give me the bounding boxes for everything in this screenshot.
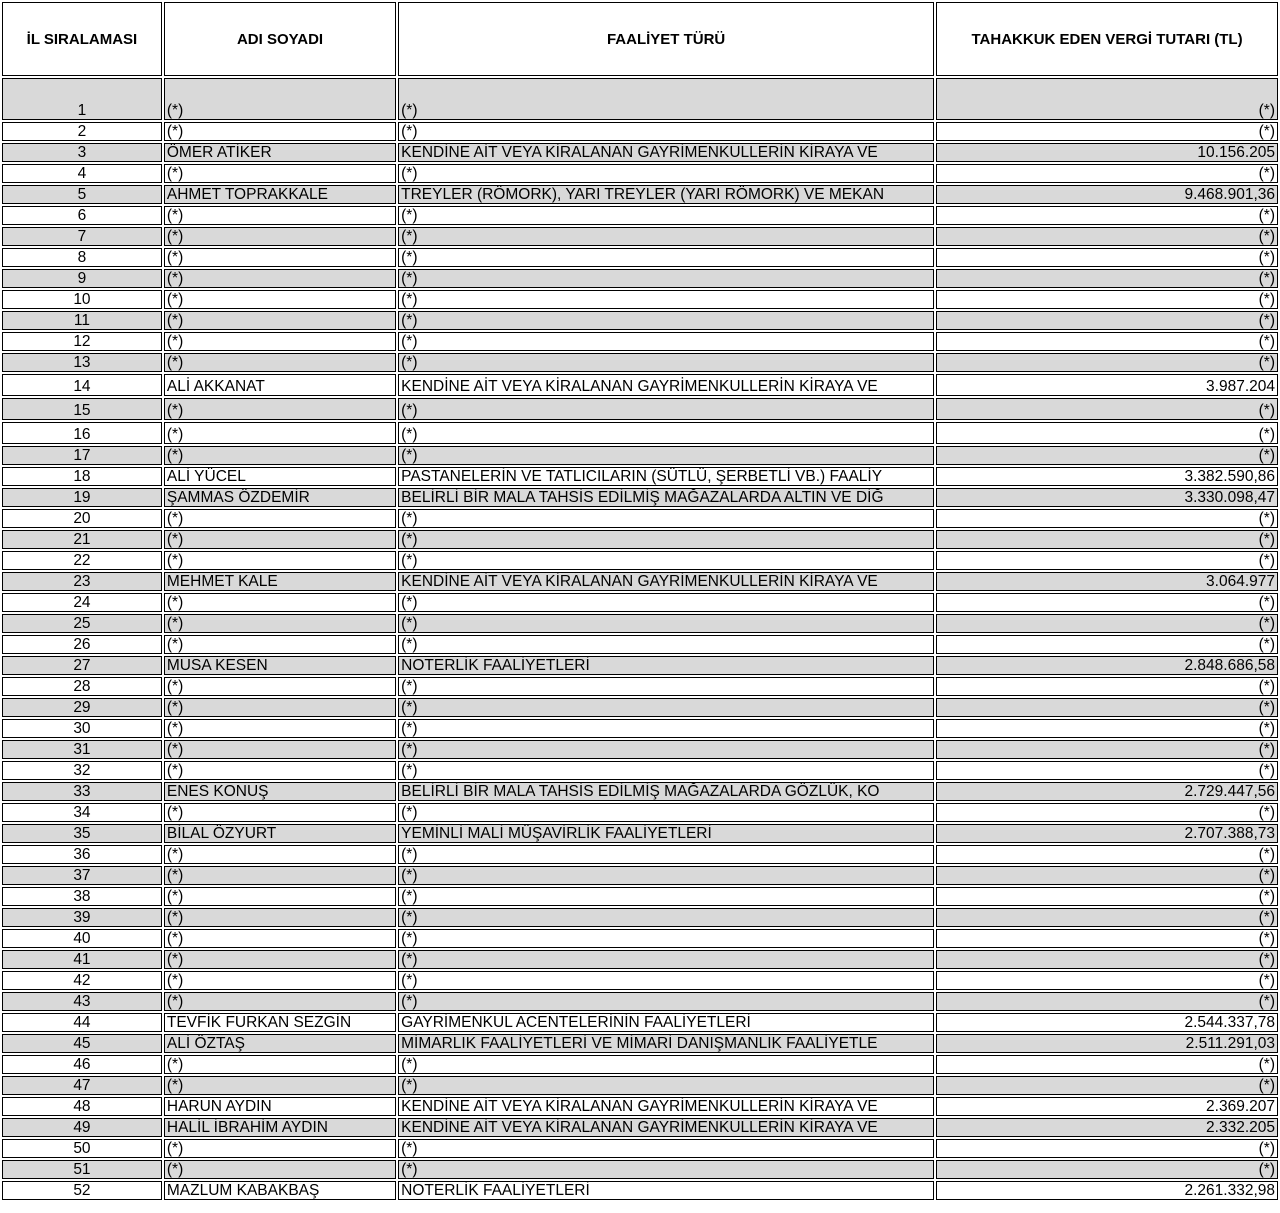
cell-name: ÖMER ATİKER	[164, 143, 396, 162]
cell-name: (*)	[164, 227, 396, 246]
cell-activity: (*)	[398, 248, 934, 267]
cell-activity: (*)	[398, 635, 934, 654]
table-row	[2, 1160, 1278, 1179]
table-row	[2, 1118, 1278, 1137]
cell-rank: 51	[2, 1160, 162, 1179]
cell-name: (*)	[164, 446, 396, 465]
cell-activity: (*)	[398, 1055, 934, 1074]
cell-amount: (*)	[936, 929, 1278, 948]
cell-name: (*)	[164, 593, 396, 612]
cell-amount: (*)	[936, 719, 1278, 738]
cell-name: HALİL İBRAHİM AYDIN	[164, 1118, 396, 1137]
cell-rank: 20	[2, 509, 162, 528]
cell-name: (*)	[164, 614, 396, 633]
cell-rank: 47	[2, 1076, 162, 1095]
cell-rank: 45	[2, 1034, 162, 1053]
cell-amount: (*)	[936, 446, 1278, 465]
cell-amount: (*)	[936, 248, 1278, 267]
cell-amount: 3.330.098,47	[936, 488, 1278, 507]
cell-rank: 35	[2, 824, 162, 843]
cell-name: (*)	[164, 551, 396, 570]
cell-name: MAZLUM KABAKBAŞ	[164, 1181, 396, 1200]
cell-amount: (*)	[936, 866, 1278, 885]
table-row	[2, 332, 1278, 351]
cell-rank: 32	[2, 761, 162, 780]
cell-activity: (*)	[398, 353, 934, 372]
table-row	[2, 635, 1278, 654]
table-row	[2, 677, 1278, 696]
cell-activity: (*)	[398, 887, 934, 906]
cell-name: ALİ YÜCEL	[164, 467, 396, 486]
table-row	[2, 1076, 1278, 1095]
cell-activity: (*)	[398, 950, 934, 969]
cell-name: (*)	[164, 950, 396, 969]
cell-rank: 41	[2, 950, 162, 969]
table-row	[2, 353, 1278, 372]
cell-amount: (*)	[936, 761, 1278, 780]
table-row	[2, 227, 1278, 246]
cell-rank: 3	[2, 143, 162, 162]
table-row	[2, 1034, 1278, 1053]
table-row	[2, 971, 1278, 990]
table-row	[2, 824, 1278, 843]
cell-name: (*)	[164, 698, 396, 717]
cell-amount: (*)	[936, 593, 1278, 612]
table-row	[2, 290, 1278, 309]
cell-rank: 24	[2, 593, 162, 612]
cell-activity: YEMİNLİ MALİ MÜŞAVİRLİK FAALİYETLERİ	[398, 824, 934, 843]
cell-rank: 34	[2, 803, 162, 822]
table-row	[2, 509, 1278, 528]
cell-name: (*)	[164, 803, 396, 822]
table-row	[2, 422, 1278, 444]
cell-activity: (*)	[398, 719, 934, 738]
cell-rank: 27	[2, 656, 162, 675]
cell-name: (*)	[164, 971, 396, 990]
cell-amount: (*)	[936, 422, 1278, 444]
table-row	[2, 866, 1278, 885]
cell-name: (*)	[164, 761, 396, 780]
cell-name: MEHMET KALE	[164, 572, 396, 591]
cell-name: (*)	[164, 530, 396, 549]
cell-activity: (*)	[398, 164, 934, 183]
cell-amount: 2.369.207	[936, 1097, 1278, 1116]
table-row	[2, 122, 1278, 141]
cell-activity: (*)	[398, 929, 934, 948]
table-row	[2, 530, 1278, 549]
cell-rank: 49	[2, 1118, 162, 1137]
cell-amount: (*)	[936, 908, 1278, 927]
table-row	[2, 656, 1278, 675]
cell-rank: 19	[2, 488, 162, 507]
cell-rank: 12	[2, 332, 162, 351]
table-row	[2, 269, 1278, 288]
cell-name: (*)	[164, 677, 396, 696]
cell-activity: (*)	[398, 740, 934, 759]
cell-rank: 29	[2, 698, 162, 717]
cell-activity: (*)	[398, 1139, 934, 1158]
cell-name: MUSA KESEN	[164, 656, 396, 675]
cell-rank: 50	[2, 1139, 162, 1158]
cell-activity: GAYRİMENKUL ACENTELERİNİN FAALİYETLERİ	[398, 1013, 934, 1032]
cell-rank: 8	[2, 248, 162, 267]
cell-amount: (*)	[936, 509, 1278, 528]
cell-name: (*)	[164, 353, 396, 372]
cell-name: (*)	[164, 290, 396, 309]
cell-amount: (*)	[936, 122, 1278, 141]
cell-activity: (*)	[398, 551, 934, 570]
cell-name: (*)	[164, 992, 396, 1011]
cell-activity: KENDİNE AİT VEYA KİRALANAN GAYRİMENKULLERİN KİRAYA VE	[398, 143, 934, 162]
cell-name: (*)	[164, 866, 396, 885]
cell-name: (*)	[164, 1139, 396, 1158]
cell-activity: KENDİNE AİT VEYA KİRALANAN GAYRİMENKULLERİN KİRAYA VE	[398, 374, 934, 396]
cell-activity: (*)	[398, 422, 934, 444]
cell-amount: (*)	[936, 78, 1278, 120]
table-row	[2, 467, 1278, 486]
cell-amount: 2.729.447,56	[936, 782, 1278, 801]
cell-rank: 21	[2, 530, 162, 549]
cell-name: (*)	[164, 206, 396, 225]
cell-rank: 14	[2, 374, 162, 396]
cell-amount: 3.382.590,86	[936, 467, 1278, 486]
cell-name: (*)	[164, 122, 396, 141]
cell-rank: 7	[2, 227, 162, 246]
cell-amount: (*)	[936, 887, 1278, 906]
table-row	[2, 78, 1278, 120]
cell-amount: (*)	[936, 677, 1278, 696]
header-activity: FAALİYET TÜRÜ	[398, 2, 934, 76]
cell-rank: 31	[2, 740, 162, 759]
cell-rank: 25	[2, 614, 162, 633]
cell-rank: 17	[2, 446, 162, 465]
cell-amount: 2.707.388,73	[936, 824, 1278, 843]
cell-activity: (*)	[398, 269, 934, 288]
cell-activity: (*)	[398, 398, 934, 420]
cell-amount: (*)	[936, 845, 1278, 864]
table-row	[2, 845, 1278, 864]
cell-amount: (*)	[936, 530, 1278, 549]
table-row	[2, 1097, 1278, 1116]
cell-rank: 48	[2, 1097, 162, 1116]
cell-amount: (*)	[936, 614, 1278, 633]
cell-rank: 13	[2, 353, 162, 372]
cell-rank: 37	[2, 866, 162, 885]
table-row	[2, 992, 1278, 1011]
cell-amount: 3.987.204	[936, 374, 1278, 396]
cell-rank: 44	[2, 1013, 162, 1032]
cell-activity: (*)	[398, 803, 934, 822]
cell-name: ŞAMMAS ÖZDEMİR	[164, 488, 396, 507]
cell-rank: 4	[2, 164, 162, 183]
cell-amount: 2.332.205	[936, 1118, 1278, 1137]
cell-activity: (*)	[398, 530, 934, 549]
table-row	[2, 446, 1278, 465]
table-row	[2, 908, 1278, 927]
cell-amount: (*)	[936, 950, 1278, 969]
cell-activity: BELİRLİ BİR MALA TAHSİS EDİLMİŞ MAĞAZALARDA ALTIN VE DİĞ	[398, 488, 934, 507]
cell-rank: 6	[2, 206, 162, 225]
table-row	[2, 1013, 1278, 1032]
cell-name: ENES KONUŞ	[164, 782, 396, 801]
cell-amount: (*)	[936, 227, 1278, 246]
table-row	[2, 1139, 1278, 1158]
table-row	[2, 311, 1278, 330]
cell-activity: NOTERLİK FAALİYETLERİ	[398, 656, 934, 675]
cell-activity: KENDİNE AİT VEYA KİRALANAN GAYRİMENKULLERİN KİRAYA VE	[398, 1097, 934, 1116]
cell-activity: NOTERLİK FAALİYETLERİ	[398, 1181, 934, 1200]
cell-rank: 42	[2, 971, 162, 990]
cell-activity: (*)	[398, 1076, 934, 1095]
cell-name: (*)	[164, 1055, 396, 1074]
cell-rank: 38	[2, 887, 162, 906]
cell-activity: (*)	[398, 206, 934, 225]
table-row	[2, 374, 1278, 396]
cell-rank: 15	[2, 398, 162, 420]
cell-amount: (*)	[936, 992, 1278, 1011]
cell-amount: 2.848.686,58	[936, 656, 1278, 675]
cell-name: (*)	[164, 164, 396, 183]
cell-amount: (*)	[936, 1076, 1278, 1095]
cell-rank: 43	[2, 992, 162, 1011]
cell-rank: 16	[2, 422, 162, 444]
cell-name: (*)	[164, 311, 396, 330]
table-row	[2, 740, 1278, 759]
cell-rank: 22	[2, 551, 162, 570]
table-row	[2, 782, 1278, 801]
cell-amount: 2.544.337,78	[936, 1013, 1278, 1032]
cell-name: (*)	[164, 929, 396, 948]
cell-name: (*)	[164, 332, 396, 351]
cell-name: BİLAL ÖZYURT	[164, 824, 396, 843]
header-row	[2, 2, 1278, 76]
table-row	[2, 929, 1278, 948]
cell-rank: 23	[2, 572, 162, 591]
table-row	[2, 698, 1278, 717]
table-row	[2, 593, 1278, 612]
cell-name: (*)	[164, 1160, 396, 1179]
table-row	[2, 248, 1278, 267]
table-row	[2, 185, 1278, 204]
cell-amount: (*)	[936, 1055, 1278, 1074]
cell-rank: 18	[2, 467, 162, 486]
cell-activity: KENDİNE AİT VEYA KİRALANAN GAYRİMENKULLERİN KİRAYA VE	[398, 572, 934, 591]
table-row	[2, 143, 1278, 162]
cell-activity: (*)	[398, 614, 934, 633]
cell-amount: (*)	[936, 311, 1278, 330]
cell-activity: (*)	[398, 290, 934, 309]
cell-amount: (*)	[936, 1139, 1278, 1158]
table-row	[2, 164, 1278, 183]
cell-activity: (*)	[398, 593, 934, 612]
cell-amount: 3.064.977	[936, 572, 1278, 591]
cell-activity: (*)	[398, 845, 934, 864]
cell-amount: (*)	[936, 164, 1278, 183]
cell-name: AHMET TOPRAKKALE	[164, 185, 396, 204]
cell-activity: TREYLER (RÖMORK), YARI TREYLER (YARI RÖMORK) VE MEKAN	[398, 185, 934, 204]
cell-amount: (*)	[936, 803, 1278, 822]
cell-amount: (*)	[936, 332, 1278, 351]
table-body	[2, 78, 1278, 1200]
cell-activity: (*)	[398, 227, 934, 246]
table-row	[2, 803, 1278, 822]
cell-activity: (*)	[398, 332, 934, 351]
cell-rank: 28	[2, 677, 162, 696]
table-row	[2, 572, 1278, 591]
cell-activity: (*)	[398, 311, 934, 330]
cell-amount: (*)	[936, 206, 1278, 225]
cell-rank: 46	[2, 1055, 162, 1074]
cell-name: (*)	[164, 719, 396, 738]
cell-name: (*)	[164, 78, 396, 120]
cell-rank: 33	[2, 782, 162, 801]
cell-activity: (*)	[398, 78, 934, 120]
cell-name: ALİ AKKANAT	[164, 374, 396, 396]
cell-amount: (*)	[936, 290, 1278, 309]
cell-name: ALİ ÖZTAŞ	[164, 1034, 396, 1053]
cell-activity: MİMARLIK FAALİYETLERİ VE MİMARİ DANIŞMANLIK FAALİYETLE	[398, 1034, 934, 1053]
cell-name: (*)	[164, 422, 396, 444]
cell-amount: 9.468.901,36	[936, 185, 1278, 204]
cell-activity: (*)	[398, 971, 934, 990]
cell-name: TEVFİK FURKAN SEZGİN	[164, 1013, 396, 1032]
cell-amount: (*)	[936, 353, 1278, 372]
cell-amount: (*)	[936, 698, 1278, 717]
cell-rank: 26	[2, 635, 162, 654]
cell-rank: 52	[2, 1181, 162, 1200]
cell-activity: KENDİNE AİT VEYA KİRALANAN GAYRİMENKULLERİN KİRAYA VE	[398, 1118, 934, 1137]
cell-name: (*)	[164, 887, 396, 906]
cell-activity: (*)	[398, 122, 934, 141]
cell-name: (*)	[164, 908, 396, 927]
cell-rank: 36	[2, 845, 162, 864]
cell-rank: 30	[2, 719, 162, 738]
cell-activity: (*)	[398, 509, 934, 528]
cell-name: (*)	[164, 269, 396, 288]
cell-amount: (*)	[936, 1160, 1278, 1179]
cell-name: (*)	[164, 509, 396, 528]
cell-activity: (*)	[398, 761, 934, 780]
cell-rank: 5	[2, 185, 162, 204]
table-row	[2, 398, 1278, 420]
cell-rank: 10	[2, 290, 162, 309]
cell-amount: 2.511.291,03	[936, 1034, 1278, 1053]
cell-activity: BELİRLİ BİR MALA TAHSİS EDİLMİŞ MAĞAZALARDA GÖZLÜK, KO	[398, 782, 934, 801]
cell-amount: (*)	[936, 398, 1278, 420]
cell-amount: (*)	[936, 551, 1278, 570]
table-row	[2, 1181, 1278, 1200]
cell-name: (*)	[164, 1076, 396, 1095]
cell-amount: 10.156.205	[936, 143, 1278, 162]
table-row	[2, 950, 1278, 969]
cell-name: (*)	[164, 248, 396, 267]
cell-rank: 40	[2, 929, 162, 948]
cell-rank: 11	[2, 311, 162, 330]
cell-activity: (*)	[398, 677, 934, 696]
cell-name: (*)	[164, 740, 396, 759]
cell-name: (*)	[164, 845, 396, 864]
cell-rank: 1	[2, 78, 162, 120]
table-row	[2, 1055, 1278, 1074]
cell-amount: (*)	[936, 971, 1278, 990]
table-row	[2, 761, 1278, 780]
header-amount: TAHAKKUK EDEN VERGİ TUTARI (TL)	[936, 2, 1278, 76]
cell-rank: 2	[2, 122, 162, 141]
table-row	[2, 488, 1278, 507]
header-name: ADI SOYADI	[164, 2, 396, 76]
table-row	[2, 206, 1278, 225]
header-rank: İL SIRALAMASI	[2, 2, 162, 76]
cell-activity: (*)	[398, 698, 934, 717]
cell-activity: (*)	[398, 908, 934, 927]
table-row	[2, 614, 1278, 633]
cell-amount: (*)	[936, 635, 1278, 654]
cell-name: HARUN AYDIN	[164, 1097, 396, 1116]
cell-activity: (*)	[398, 992, 934, 1011]
cell-name: (*)	[164, 398, 396, 420]
table-row	[2, 551, 1278, 570]
cell-amount: (*)	[936, 269, 1278, 288]
cell-rank: 39	[2, 908, 162, 927]
cell-name: (*)	[164, 635, 396, 654]
cell-amount: 2.261.332,98	[936, 1181, 1278, 1200]
cell-activity: (*)	[398, 866, 934, 885]
cell-activity: PASTANELERİN VE TATLICILARIN (SÜTLÜ, ŞERBETLİ VB.) FAALİY	[398, 467, 934, 486]
cell-rank: 9	[2, 269, 162, 288]
cell-activity: (*)	[398, 446, 934, 465]
table-row	[2, 887, 1278, 906]
table-row	[2, 719, 1278, 738]
cell-amount: (*)	[936, 740, 1278, 759]
cell-activity: (*)	[398, 1160, 934, 1179]
